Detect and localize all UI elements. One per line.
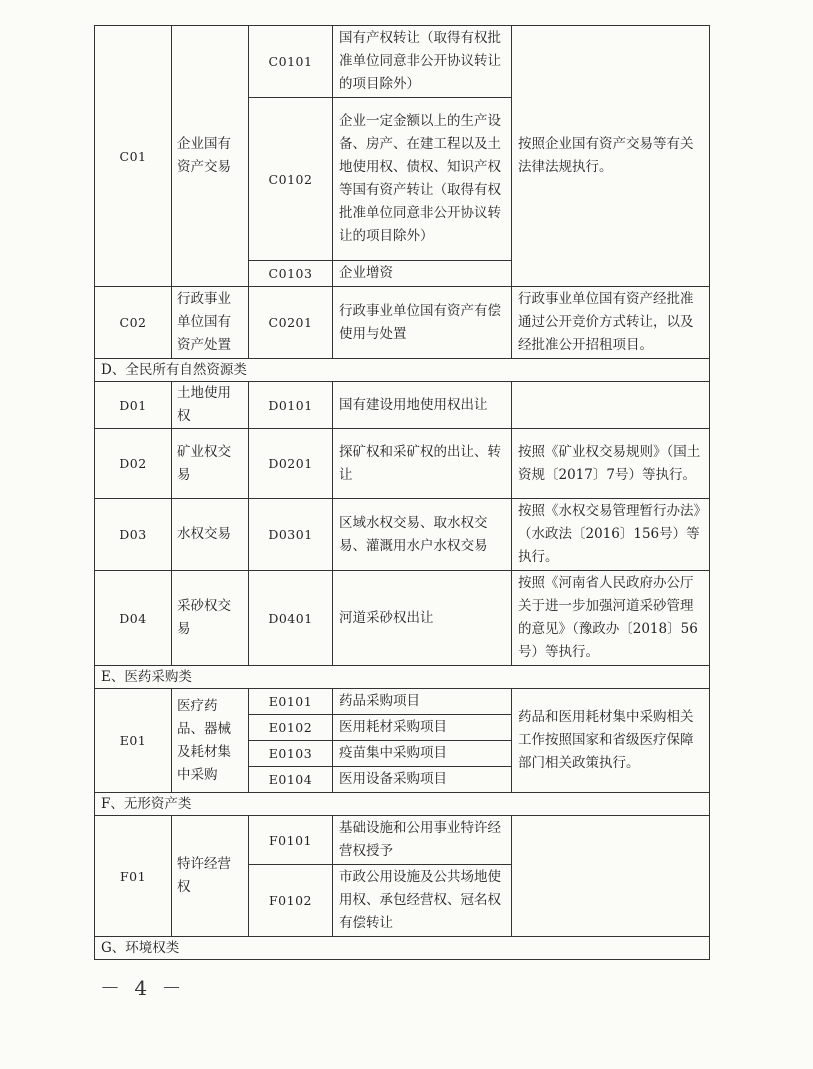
item-code: F0101 [249, 816, 333, 865]
category-code: F01 [95, 816, 172, 937]
item-code: C0103 [249, 261, 333, 287]
category-name: 企业国有资产交易 [172, 26, 249, 287]
item-code: C0101 [249, 26, 333, 98]
section-heading: G、环境权类 [95, 937, 710, 960]
category-code: D04 [95, 571, 172, 666]
category-code: D01 [95, 382, 172, 429]
table-row [95, 382, 710, 429]
table-row [95, 26, 710, 98]
category-code: C02 [95, 287, 172, 359]
category-code: E01 [95, 689, 172, 793]
item-name: 医用耗材采购项目 [333, 715, 512, 741]
item-code: C0102 [249, 98, 333, 261]
table-row [95, 816, 710, 865]
item-name: 河道采砂权出让 [333, 571, 512, 666]
page-number: － 4 － [100, 976, 186, 1000]
item-code: D0201 [249, 429, 333, 499]
item-code: D0101 [249, 382, 333, 429]
item-code: E0104 [249, 767, 333, 793]
item-code: D0401 [249, 571, 333, 666]
item-code: D0301 [249, 499, 333, 571]
category-code: D03 [95, 499, 172, 571]
table-row [95, 499, 710, 571]
section-row [95, 666, 710, 689]
table-row [95, 287, 710, 359]
section-heading: E、医药采购类 [95, 666, 710, 689]
item-code: E0102 [249, 715, 333, 741]
item-note: 按照《河南省人民政府办公厅关于进一步加强河道采砂管理的意见》（豫政办〔2018〕56号）等执行。 [512, 571, 710, 666]
item-code: C0201 [249, 287, 333, 359]
category-code: D02 [95, 429, 172, 499]
section-row [95, 793, 710, 816]
item-name: 国有产权转让（取得有权批准单位同意非公开协议转让的项目除外） [333, 26, 512, 98]
table-row [95, 429, 710, 499]
item-name: 疫苗集中采购项目 [333, 741, 512, 767]
item-code: E0103 [249, 741, 333, 767]
table-row [95, 689, 710, 715]
item-name: 医用设备采购项目 [333, 767, 512, 793]
item-code: F0102 [249, 865, 333, 937]
section-row [95, 359, 710, 382]
catalog-table [94, 25, 710, 960]
item-note: 按照企业国有资产交易等有关法律法规执行。 [512, 26, 710, 287]
item-name: 市政公用设施及公共场地使用权、承包经营权、冠名权有偿转让 [333, 865, 512, 937]
item-name: 国有建设用地使用权出让 [333, 382, 512, 429]
item-name: 企业一定金额以上的生产设备、房产、在建工程以及土地使用权、债权、知识产权等国有资产转让（取得有权批准单位同意非公开协议转让的项目除外） [333, 98, 512, 261]
category-name: 水权交易 [172, 499, 249, 571]
item-name: 探矿权和采矿权的出让、转让 [333, 429, 512, 499]
item-code: E0101 [249, 689, 333, 715]
category-name: 行政事业单位国有资产处置 [172, 287, 249, 359]
item-name: 药品采购项目 [333, 689, 512, 715]
item-note: 药品和医用耗材集中采购相关工作按照国家和省级医疗保障部门相关政策执行。 [512, 689, 710, 793]
item-name: 区域水权交易、取水权交易、灌溉用水户水权交易 [333, 499, 512, 571]
item-name: 企业增资 [333, 261, 512, 287]
item-name: 行政事业单位国有资产有偿使用与处置 [333, 287, 512, 359]
section-heading: D、全民所有自然资源类 [95, 359, 710, 382]
item-note: 按照《水权交易管理暂行办法》（水政法〔2016〕156号）等执行。 [512, 499, 710, 571]
item-note: 按照《矿业权交易规则》（国土资规〔2017〕7号）等执行。 [512, 429, 710, 499]
section-heading: F、无形资产类 [95, 793, 710, 816]
table-row [95, 571, 710, 666]
category-name: 采砂权交易 [172, 571, 249, 666]
section-row [95, 937, 710, 960]
item-note: 行政事业单位国有资产经批准通过公开竞价方式转让，以及经批准公开招租项目。 [512, 287, 710, 359]
item-note [512, 382, 710, 429]
item-note [512, 816, 710, 937]
category-name: 矿业权交易 [172, 429, 249, 499]
category-code: C01 [95, 26, 172, 287]
category-name: 土地使用权 [172, 382, 249, 429]
category-name: 医疗药品、器械及耗材集中采购 [172, 689, 249, 793]
item-name: 基础设施和公用事业特许经营权授予 [333, 816, 512, 865]
category-name: 特许经营权 [172, 816, 249, 937]
